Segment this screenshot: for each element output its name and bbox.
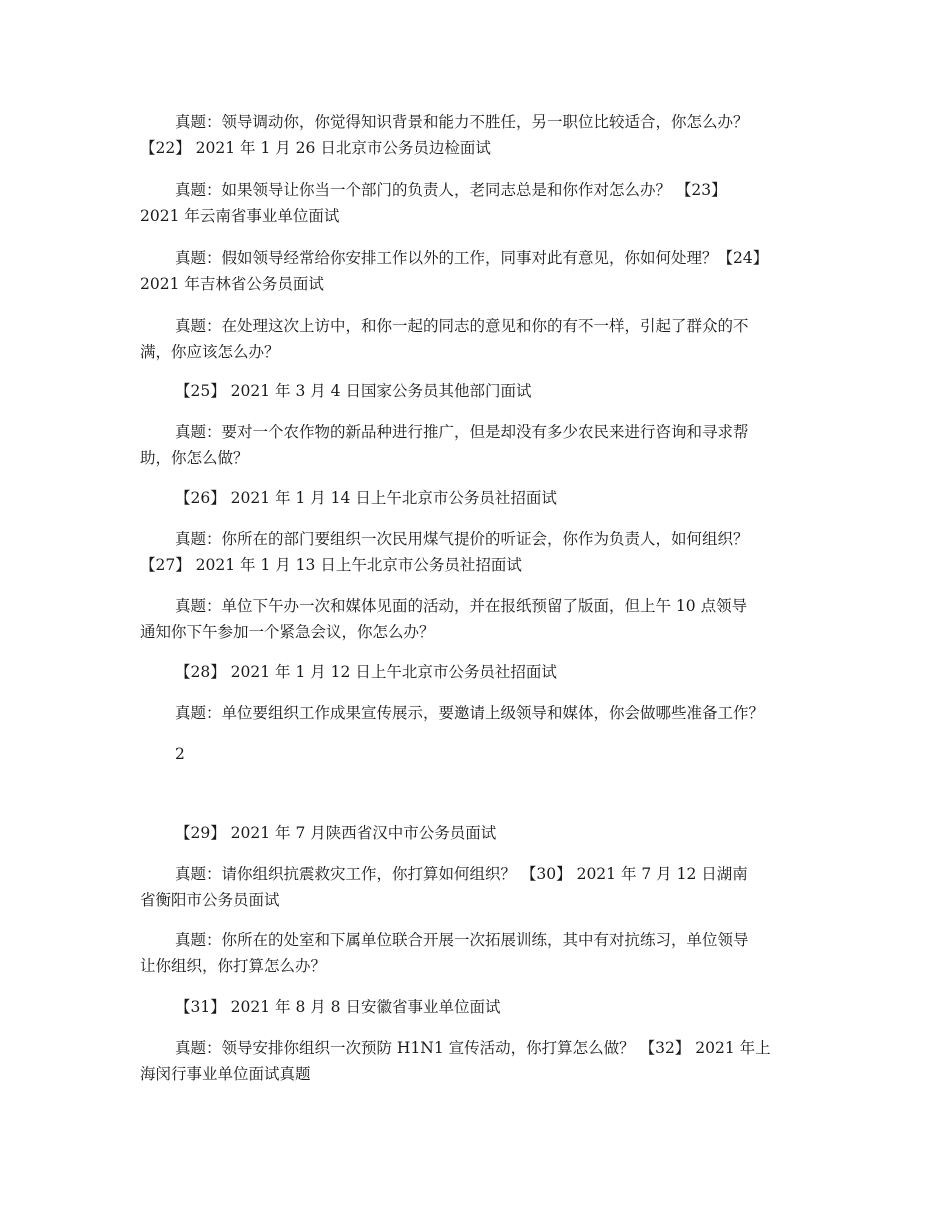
paragraph-text: 海闵行事业单位面试真题 — [140, 1065, 311, 1083]
paragraph-text: 真题：在处理这次上访中，和你一起的同志的意见和你的有不一样，引起了群众的不 — [175, 317, 749, 335]
paragraph-text: 真题：假如领导经常给你安排工作以外的工作，同事对此有意见，你如何处理？【24】 — [175, 249, 769, 267]
paragraph-text: 【27】 2021 年 1 月 13 日上午北京市公务员社招面试 — [140, 556, 522, 574]
paragraph-text: 2021 年云南省事业单位面试 — [140, 207, 340, 225]
paragraph-text: 真题：你所在的部门要组织一次民用煤气提价的听证会，你作为负责人，如何组织？ — [175, 530, 749, 548]
paragraph-text: 满，你应该怎么办？ — [140, 343, 280, 361]
page-number: 2 — [175, 745, 185, 763]
paragraph-text: 2021 年吉林省公务员面试 — [140, 275, 324, 293]
paragraph-text: 通知你下午参加一个紧急会议，你怎么办？ — [140, 623, 435, 641]
paragraph-text: 【22】 2021 年 1 月 26 日北京市公务员边检面试 — [140, 139, 491, 157]
paragraph-text: 真题：你所在的处室和下属单位联合开展一次拓展训练，其中有对抗练习，单位领导 — [175, 931, 749, 949]
section-heading: 【25】 2021 年 3 月 4 日国家公务员其他部门面试 — [175, 382, 532, 400]
paragraph-text: 真题：单位下午办一次和媒体见面的活动，并在报纸预留了版面，但上午 10 点领导 — [175, 597, 748, 615]
section-heading: 【31】 2021 年 8 月 8 日安徽省事业单位面试 — [175, 998, 501, 1016]
paragraph-text: 真题：要对一个农作物的新品种进行推广，但是却没有多少农民来进行咨询和寻求帮 — [175, 423, 749, 441]
paragraph-text: 真题：领导安排你组织一次预防 H1N1 宣传活动，你打算怎么做？ 【32】 2021 年上 — [175, 1039, 771, 1057]
paragraph-text: 助，你怎么做？ — [140, 449, 249, 467]
paragraph-text: 省衡阳市公务员面试 — [140, 891, 280, 909]
paragraph-text: 真题：如果领导让你当一个部门的负责人，老同志总是和你作对怎么办？ 【23】 — [175, 181, 727, 199]
paragraph-text: 真题：单位要组织工作成果宣传展示，要邀请上级领导和媒体，你会做哪些准备工作？ — [175, 704, 765, 722]
section-heading: 【26】 2021 年 1 月 14 日上午北京市公务员社招面试 — [175, 489, 557, 507]
section-heading: 【29】 2021 年 7 月陕西省汉中市公务员面试 — [175, 824, 497, 842]
paragraph-text: 让你组织，你打算怎么办？ — [140, 957, 327, 975]
paragraph-text: 真题：请你组织抗震救灾工作，你打算如何组织？ 【30】 2021 年 7 月 12 日湖南 — [175, 865, 748, 883]
paragraph-text: 真题：领导调动你，你觉得知识背景和能力不胜任，另一职位比较适合，你怎么办？ — [175, 113, 749, 131]
section-heading: 【28】 2021 年 1 月 12 日上午北京市公务员社招面试 — [175, 663, 557, 681]
